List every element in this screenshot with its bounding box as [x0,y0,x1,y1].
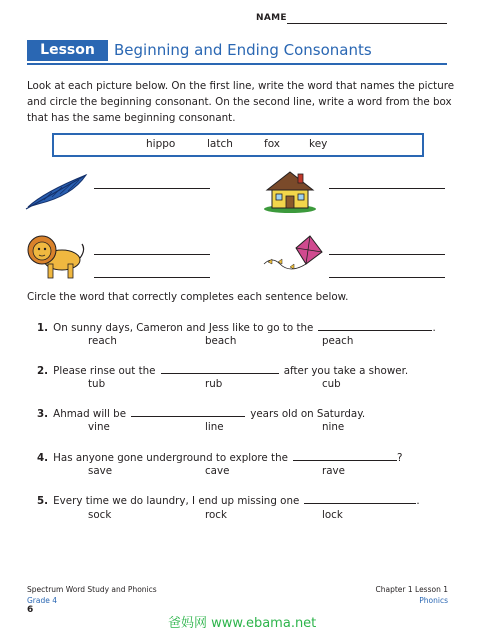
section2-instruction: Circle the word that correctly completes each sentence below. [27,291,349,303]
choice-option[interactable]: tub [88,378,106,390]
title-rule [27,63,447,65]
lesson-badge: Lesson 1.1 [27,40,108,61]
choice-option[interactable]: rave [322,465,345,477]
question-4 [37,446,403,465]
choice-option[interactable]: vine [88,421,110,433]
question-text-after: . [416,495,420,507]
question-3 [37,402,365,421]
name-label: NAME [256,13,287,23]
choice-option[interactable]: line [205,421,224,433]
choice-option[interactable]: nine [322,421,345,433]
question-number: 2. [37,365,49,377]
question-1 [37,316,436,335]
feather-icon [24,172,90,210]
question-2 [37,359,408,378]
answer-blank[interactable] [131,407,245,417]
choice-option[interactable]: sock [88,509,112,521]
question-text-before: On sunny days, Cameron and Jess like to go to the [53,322,314,334]
answer-line[interactable] [94,254,210,255]
word-box-item: hippo [146,138,176,150]
question-number: 5. [37,495,49,507]
question-text-after: years old on Saturday. [250,408,366,420]
question-number: 1. [37,322,49,334]
answer-blank[interactable] [293,451,397,461]
question-text-before: Ahmad will be [53,408,127,420]
choice-option[interactable]: rock [205,509,227,521]
answer-line[interactable] [329,254,445,255]
page-number: 6 [27,605,34,615]
word-box [52,133,424,157]
question-number: 4. [37,452,49,464]
answer-line[interactable] [94,188,210,189]
word-box-item: fox [264,138,281,150]
word-box-item: latch [207,138,233,150]
answer-line[interactable] [329,188,445,189]
watermark-text: 爸妈网 www.ebama.net [168,616,317,631]
choice-option[interactable]: cub [322,378,341,390]
answer-blank[interactable] [161,364,279,374]
answer-line[interactable] [329,277,445,278]
question-text-after: ? [397,452,403,464]
question-text-after: . [432,322,436,334]
question-text-before: Has anyone gone underground to explore the [53,452,288,464]
answer-line[interactable] [94,277,210,278]
answer-blank[interactable] [318,321,432,331]
footer-book-title: Spectrum Word Study and Phonics [27,585,157,594]
word-box-item: key [309,138,328,150]
choice-option[interactable]: beach [205,335,237,347]
choice-option[interactable]: save [88,465,113,477]
choice-option[interactable]: rub [205,378,223,390]
question-number: 3. [37,408,49,420]
question-text-after: after you take a shower. [283,365,409,377]
footer-chapter: Chapter 1 Lesson 1 [375,585,448,594]
answer-blank[interactable] [304,494,416,504]
house-icon [262,166,318,214]
choice-option[interactable]: cave [205,465,230,477]
question-5 [37,489,420,508]
name-field-line[interactable] [287,23,447,24]
choice-option[interactable]: lock [322,509,343,521]
footer-subject: Phonics [419,596,448,605]
lesson-title: Beginning and Ending Consonants [114,41,372,59]
kite-icon [260,234,324,276]
choice-option[interactable]: reach [88,335,117,347]
footer-grade: Grade 4 [27,596,58,605]
question-text-before: Please rinse out the [53,365,156,377]
choice-option[interactable]: peach [322,335,354,347]
question-text-before: Every time we do laundry, I end up missing one [53,495,300,507]
lion-icon [24,232,86,280]
instructions: Look at each picture below. On the first line, write the word that names the picture and circle the beginning consonant. On the second line, write a word from the box that has the same beginning consonant. [27,80,455,124]
